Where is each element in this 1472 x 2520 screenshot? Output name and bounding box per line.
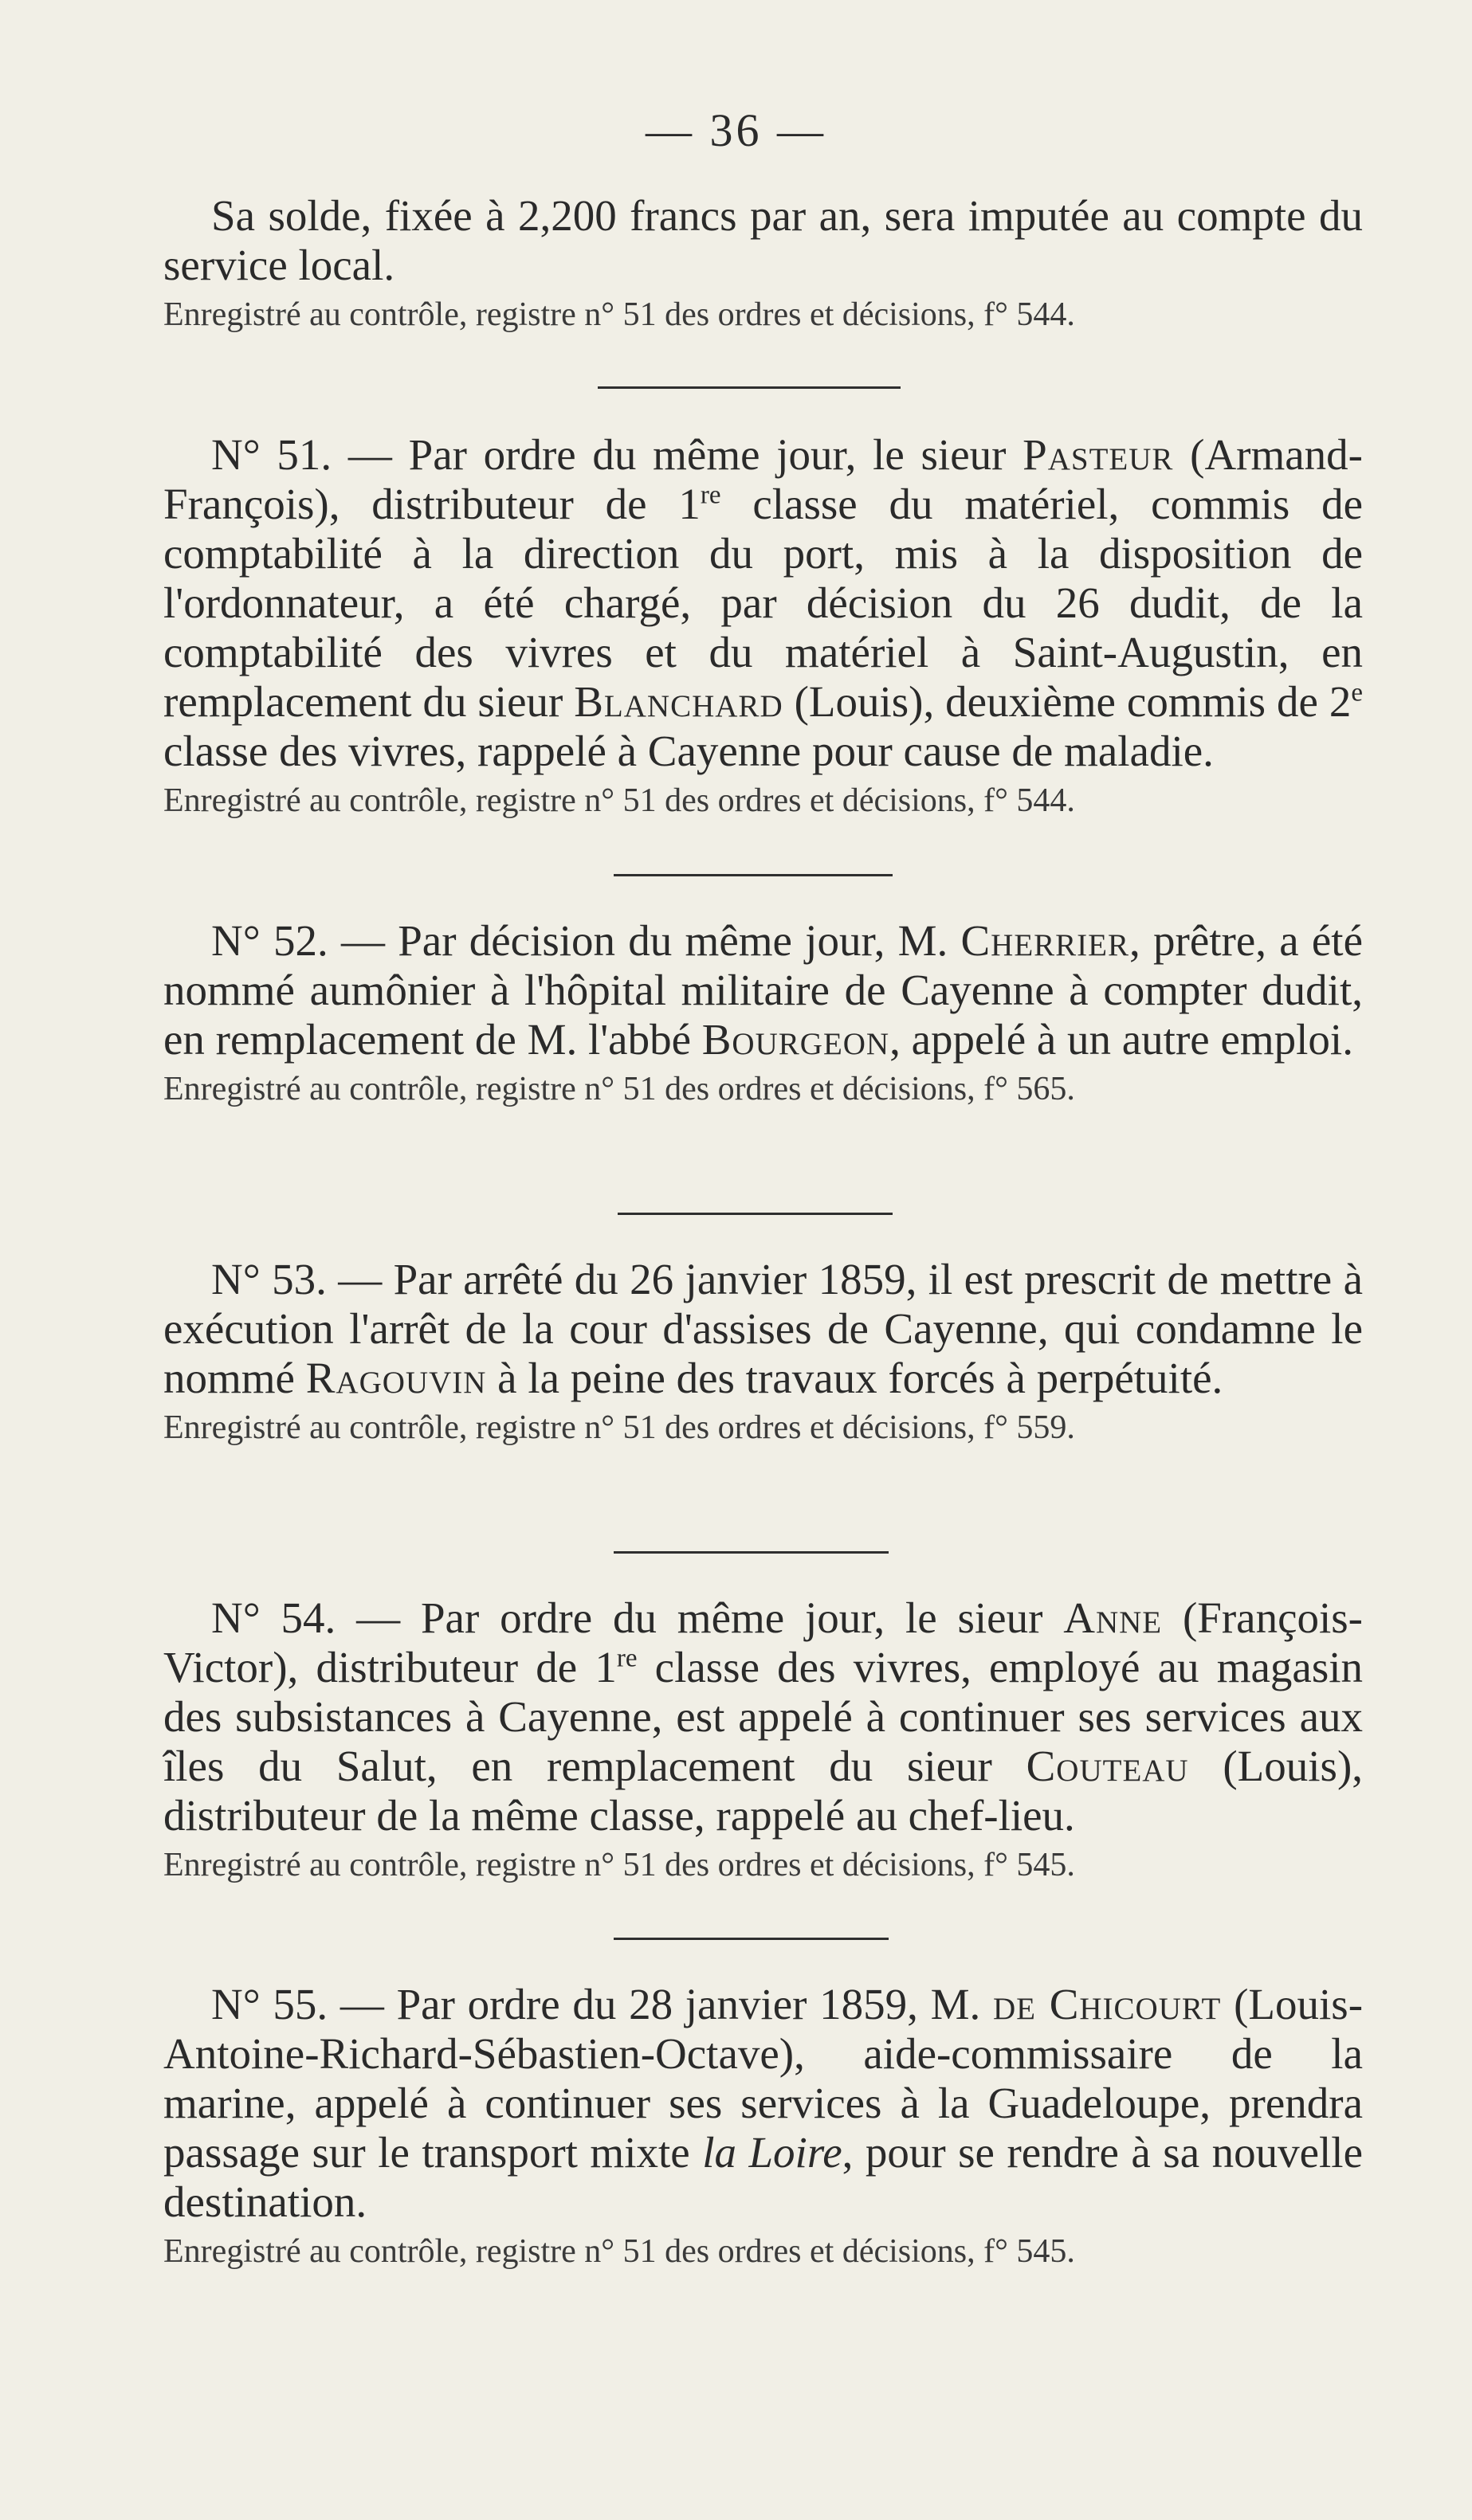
separator-rule	[598, 386, 901, 389]
entry-registration: Enregistré au contrôle, registre n° 51 des ordres et décisions, f° 544.	[163, 782, 1075, 819]
entry-55	[163, 1980, 1363, 2271]
person-name: Pasteur	[1023, 430, 1174, 479]
entry-text: N° 53. — Par arrêté du 26 janvier 1859, il est prescrit de mettre à exécution l'arrêt de la cour d'assises de Cayenne, qui condamne le nommé Ragouvin à la peine des travaux forcés à perpétuité.	[163, 1255, 1363, 1402]
person-name: de Chicourt	[993, 1980, 1222, 2028]
person-name: Bourgeon	[701, 1015, 890, 1064]
entry-number: N° 54.	[211, 1593, 336, 1642]
person-name: Ragouvin	[305, 1354, 487, 1402]
page-number: — 36 —	[646, 104, 826, 156]
entry-text: N° 52. — Par décision du même jour, M. Cherrier, prêtre, a été nommé aumônier à l'hôpital militaire de Cayenne à compter dudit, en remplacement de M. l'abbé Bourgeon, appelé à un autre emploi.	[163, 916, 1364, 1064]
entry-53	[163, 1255, 1363, 1448]
entry-51	[163, 430, 1363, 821]
entry-registration: Enregistré au contrôle, registre n° 51 des ordres et décisions, f° 545.	[163, 2233, 1075, 2270]
entry-registration: Enregistré au contrôle, registre n° 51 des ordres et décisions, f° 559.	[163, 1409, 1075, 1446]
entry-number: N° 51.	[211, 430, 332, 479]
person-name: Anne	[1063, 1593, 1163, 1642]
ship-name: la Loire	[702, 2128, 842, 2177]
person-name: Cherrier	[960, 916, 1130, 965]
person-name: Blanchard	[574, 677, 783, 726]
entry-52	[163, 916, 1363, 1109]
entry-number: N° 55.	[211, 1980, 328, 2028]
intro-registration: Enregistré au contrôle, registre n° 51 des ordres et décisions, f° 544.	[163, 296, 1075, 333]
person-name: Couteau	[1026, 1742, 1189, 1790]
entry-number: N° 53.	[211, 1255, 327, 1303]
entry-number: N° 52.	[211, 916, 328, 965]
separator-rule	[614, 1938, 889, 1940]
entry-registration: Enregistré au contrôle, registre n° 51 des ordres et décisions, f° 565.	[163, 1071, 1075, 1107]
intro-section	[163, 191, 1363, 335]
separator-rule	[614, 1551, 889, 1554]
entry-registration: Enregistré au contrôle, registre n° 51 des ordres et décisions, f° 545.	[163, 1847, 1075, 1883]
entry-54	[163, 1593, 1363, 1885]
entry-text: N° 54. — Par ordre du même jour, le sieur Anne (François-Victor), distributeur de 1re classe des vivres, employé au magasin des subsistances à Cayenne, est appelé à continuer ses services aux îles du Salut, en remplacement du sieur Couteau (Louis), distributeur de la même classe, rappelé au chef-lieu.	[163, 1593, 1364, 1840]
entry-text: N° 55. — Par ordre du 28 janvier 1859, M. de Chicourt (Louis-Antoine-Richard-Sébastien-Octave), aide-commissaire de la marine, appelé à continuer ses services à la Guadeloupe, prendra passage sur le transport mixte la Loire, pour se rendre à sa nouvelle destination.	[163, 1980, 1364, 2226]
entry-text: N° 51. — Par ordre du même jour, le sieur Pasteur (Armand-François), distributeur de 1re classe du matériel, commis de comptabilité à la direction du port, mis à la disposition de l'ordonnateur, a été chargé, par décision du 26 dudit, de la comptabilité des vivres et du matériel à Saint-Augustin, en remplacement du sieur Blanchard (Louis), deuxième commis de 2e classe des vivres, rappelé à Cayenne pour cause de maladie.	[163, 430, 1364, 775]
intro-text: Sa solde, fixée à 2,200 francs par an, sera imputée au compte du service local.	[163, 191, 1363, 289]
separator-rule	[614, 874, 893, 876]
separator-rule	[618, 1213, 893, 1215]
